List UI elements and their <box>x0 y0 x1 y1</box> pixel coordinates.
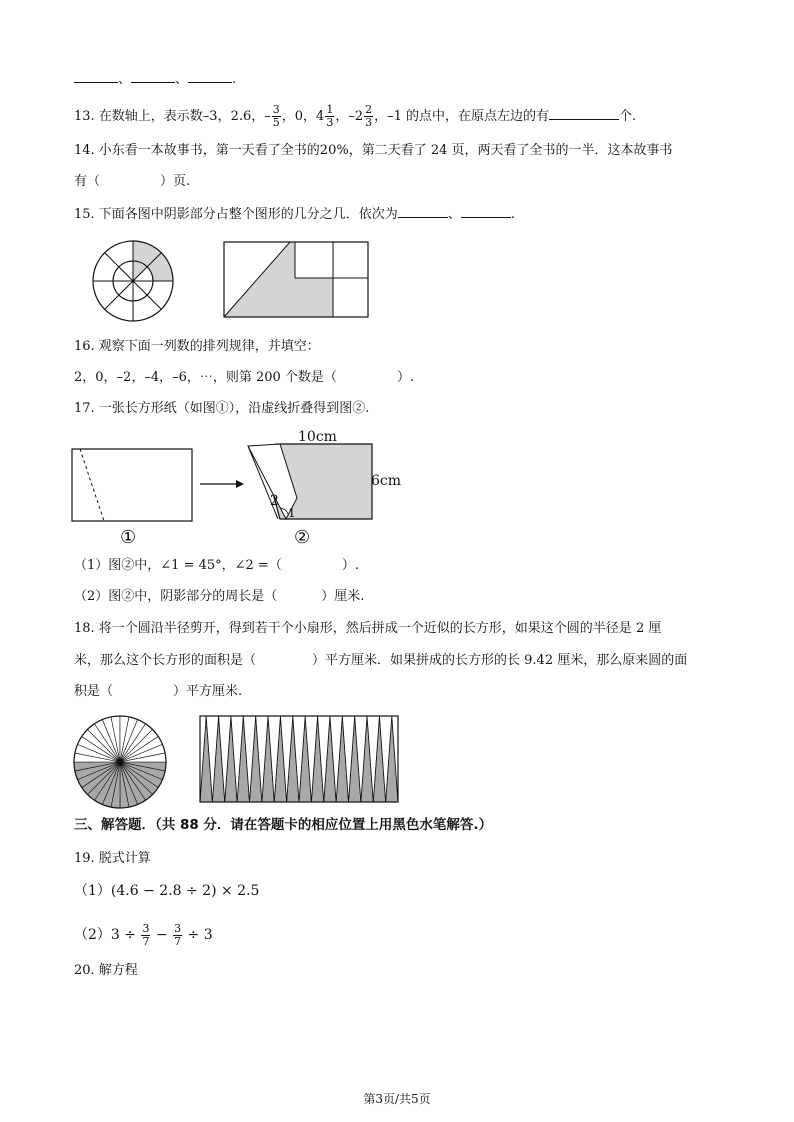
height-label: 6cm <box>371 473 402 489</box>
question-16-line-2 <box>74 369 414 387</box>
question-18-line-2 <box>74 652 687 670</box>
fraction-2-3 <box>364 104 373 129</box>
question-20-title: 20. 解方程 <box>74 963 138 978</box>
q18-text: 积是（ <box>74 684 114 699</box>
answer-blank[interactable] <box>74 70 118 83</box>
answer-blank[interactable] <box>549 107 619 120</box>
fraction-3-7 <box>141 923 150 948</box>
q18-text: 米，那么这个长方形的面积是（ <box>74 653 257 668</box>
answer-blank[interactable] <box>398 205 448 218</box>
question-17-sub-2 <box>74 588 364 606</box>
question-19-sub-1 <box>74 882 259 900</box>
q15-text: 15. 下面各图中阴影部分占整个图形的几分之几．依次为 <box>74 207 398 222</box>
arrow-head-icon <box>236 480 244 488</box>
question-15 <box>74 205 515 224</box>
angle-2-label: 2 <box>270 493 279 509</box>
width-label: 10cm <box>298 429 337 445</box>
angle-1-label: 1 <box>288 506 296 520</box>
numerator: 3 <box>142 921 150 935</box>
separator: 、 <box>118 72 132 87</box>
sub-label: （2） <box>74 927 111 943</box>
numerator: 2 <box>365 103 373 116</box>
q18-text: ）平方厘米. <box>173 684 243 699</box>
q13-text: ，–1 的点中，在原点左边的有 <box>374 109 549 124</box>
fig1-rectangle <box>72 449 192 521</box>
numerator: 1 <box>326 103 334 116</box>
q15-rectangle-figure <box>220 239 372 321</box>
numerator: 3 <box>272 103 280 116</box>
numerator: 3 <box>174 921 182 935</box>
question-17-sub-1 <box>74 557 359 575</box>
q13-prefix: 13. 在数轴上，表示数–3，2.6， <box>74 109 265 124</box>
fraction-3-5 <box>272 104 281 129</box>
paren-close: ）厘米. <box>321 589 365 604</box>
expression: (4.6 − 2.8 ÷ 2) × 2.5 <box>110 883 260 899</box>
q16-sequence: 2，0，–2，–4，–6，⋯，则第 200 个数是（ <box>74 370 337 385</box>
question-14-line-2 <box>74 173 190 191</box>
q15-circle-figure <box>88 236 178 326</box>
q13-text: ，–2 <box>335 109 364 124</box>
question-14-line-1: 14. 小东看一本故事书，第一天看了全书的20%，第二天看了 24 页，两天看了全书的一半．这本故事书 <box>74 143 673 158</box>
separator: 、 <box>447 207 461 222</box>
q18-text: ）平方厘米．如果拼成的长方形的长 9.42 厘米，那么原来圆的面 <box>312 653 688 668</box>
q18-sector-rectangle <box>196 712 402 806</box>
end-mark: . <box>232 72 237 87</box>
paren-close: ）. <box>396 370 415 385</box>
question-16-line-1: 16. 观察下面一列数的排列规律，并填空： <box>74 339 320 354</box>
answer-blank[interactable] <box>461 205 511 218</box>
figure-1-label: ① <box>120 527 137 548</box>
neg-sign: – <box>264 109 271 124</box>
end-mark: . <box>510 207 515 222</box>
q12-answer-blanks <box>74 70 236 89</box>
answer-blank[interactable] <box>131 70 175 83</box>
question-17: 17. 一张长方形纸（如图①），沿虚线折叠得到图②. <box>74 401 370 416</box>
expression-part: 3 ÷ <box>110 927 141 943</box>
page-footer: 第3页/共5页 <box>363 1092 431 1106</box>
paren-close: ）. <box>341 558 359 573</box>
denominator: 7 <box>174 934 182 948</box>
fraction-1-3 <box>325 104 334 129</box>
fraction-3-7 <box>173 923 182 948</box>
figure-2-label: ② <box>294 527 311 548</box>
paren-close: ）页. <box>160 174 191 189</box>
denominator: 5 <box>272 116 280 129</box>
paren-open: 有（ <box>74 174 101 189</box>
question-18-line-3 <box>74 683 242 701</box>
denominator: 3 <box>365 116 373 129</box>
q17-sub2-text: （2）图②中，阴影部分的周长是（ <box>74 589 278 604</box>
q18-sector-circle <box>70 712 170 812</box>
minus-sign: − <box>151 927 173 943</box>
question-19-title: 19. 脱式计算 <box>74 851 151 866</box>
denominator: 3 <box>326 116 334 129</box>
section-3-heading: 三、解答题．（共 88 分．请在答题卡的相应位置上用黑色水笔解答.） <box>74 817 493 833</box>
answer-blank[interactable] <box>188 70 232 83</box>
q17-sub1-text: （1）图②中，∠1 = 45°，∠2 =（ <box>74 558 282 573</box>
question-19-sub-2 <box>74 920 213 950</box>
sub-label: （1） <box>74 883 111 899</box>
question-18-line-1: 18. 将一个圆沿半径剪开，得到若干个小扇形，然后拼成一个近似的长方形，如果这个圆的半径是 2 厘 <box>74 621 662 636</box>
fold-line <box>80 449 104 521</box>
question-13 <box>74 102 636 132</box>
q13-end: 个. <box>619 109 637 124</box>
separator: 、 <box>175 72 189 87</box>
q17-figures <box>66 422 416 552</box>
denominator: 7 <box>142 934 150 948</box>
q13-text: ，0，4 <box>281 109 325 124</box>
expression-part: ÷ 3 <box>183 927 213 943</box>
